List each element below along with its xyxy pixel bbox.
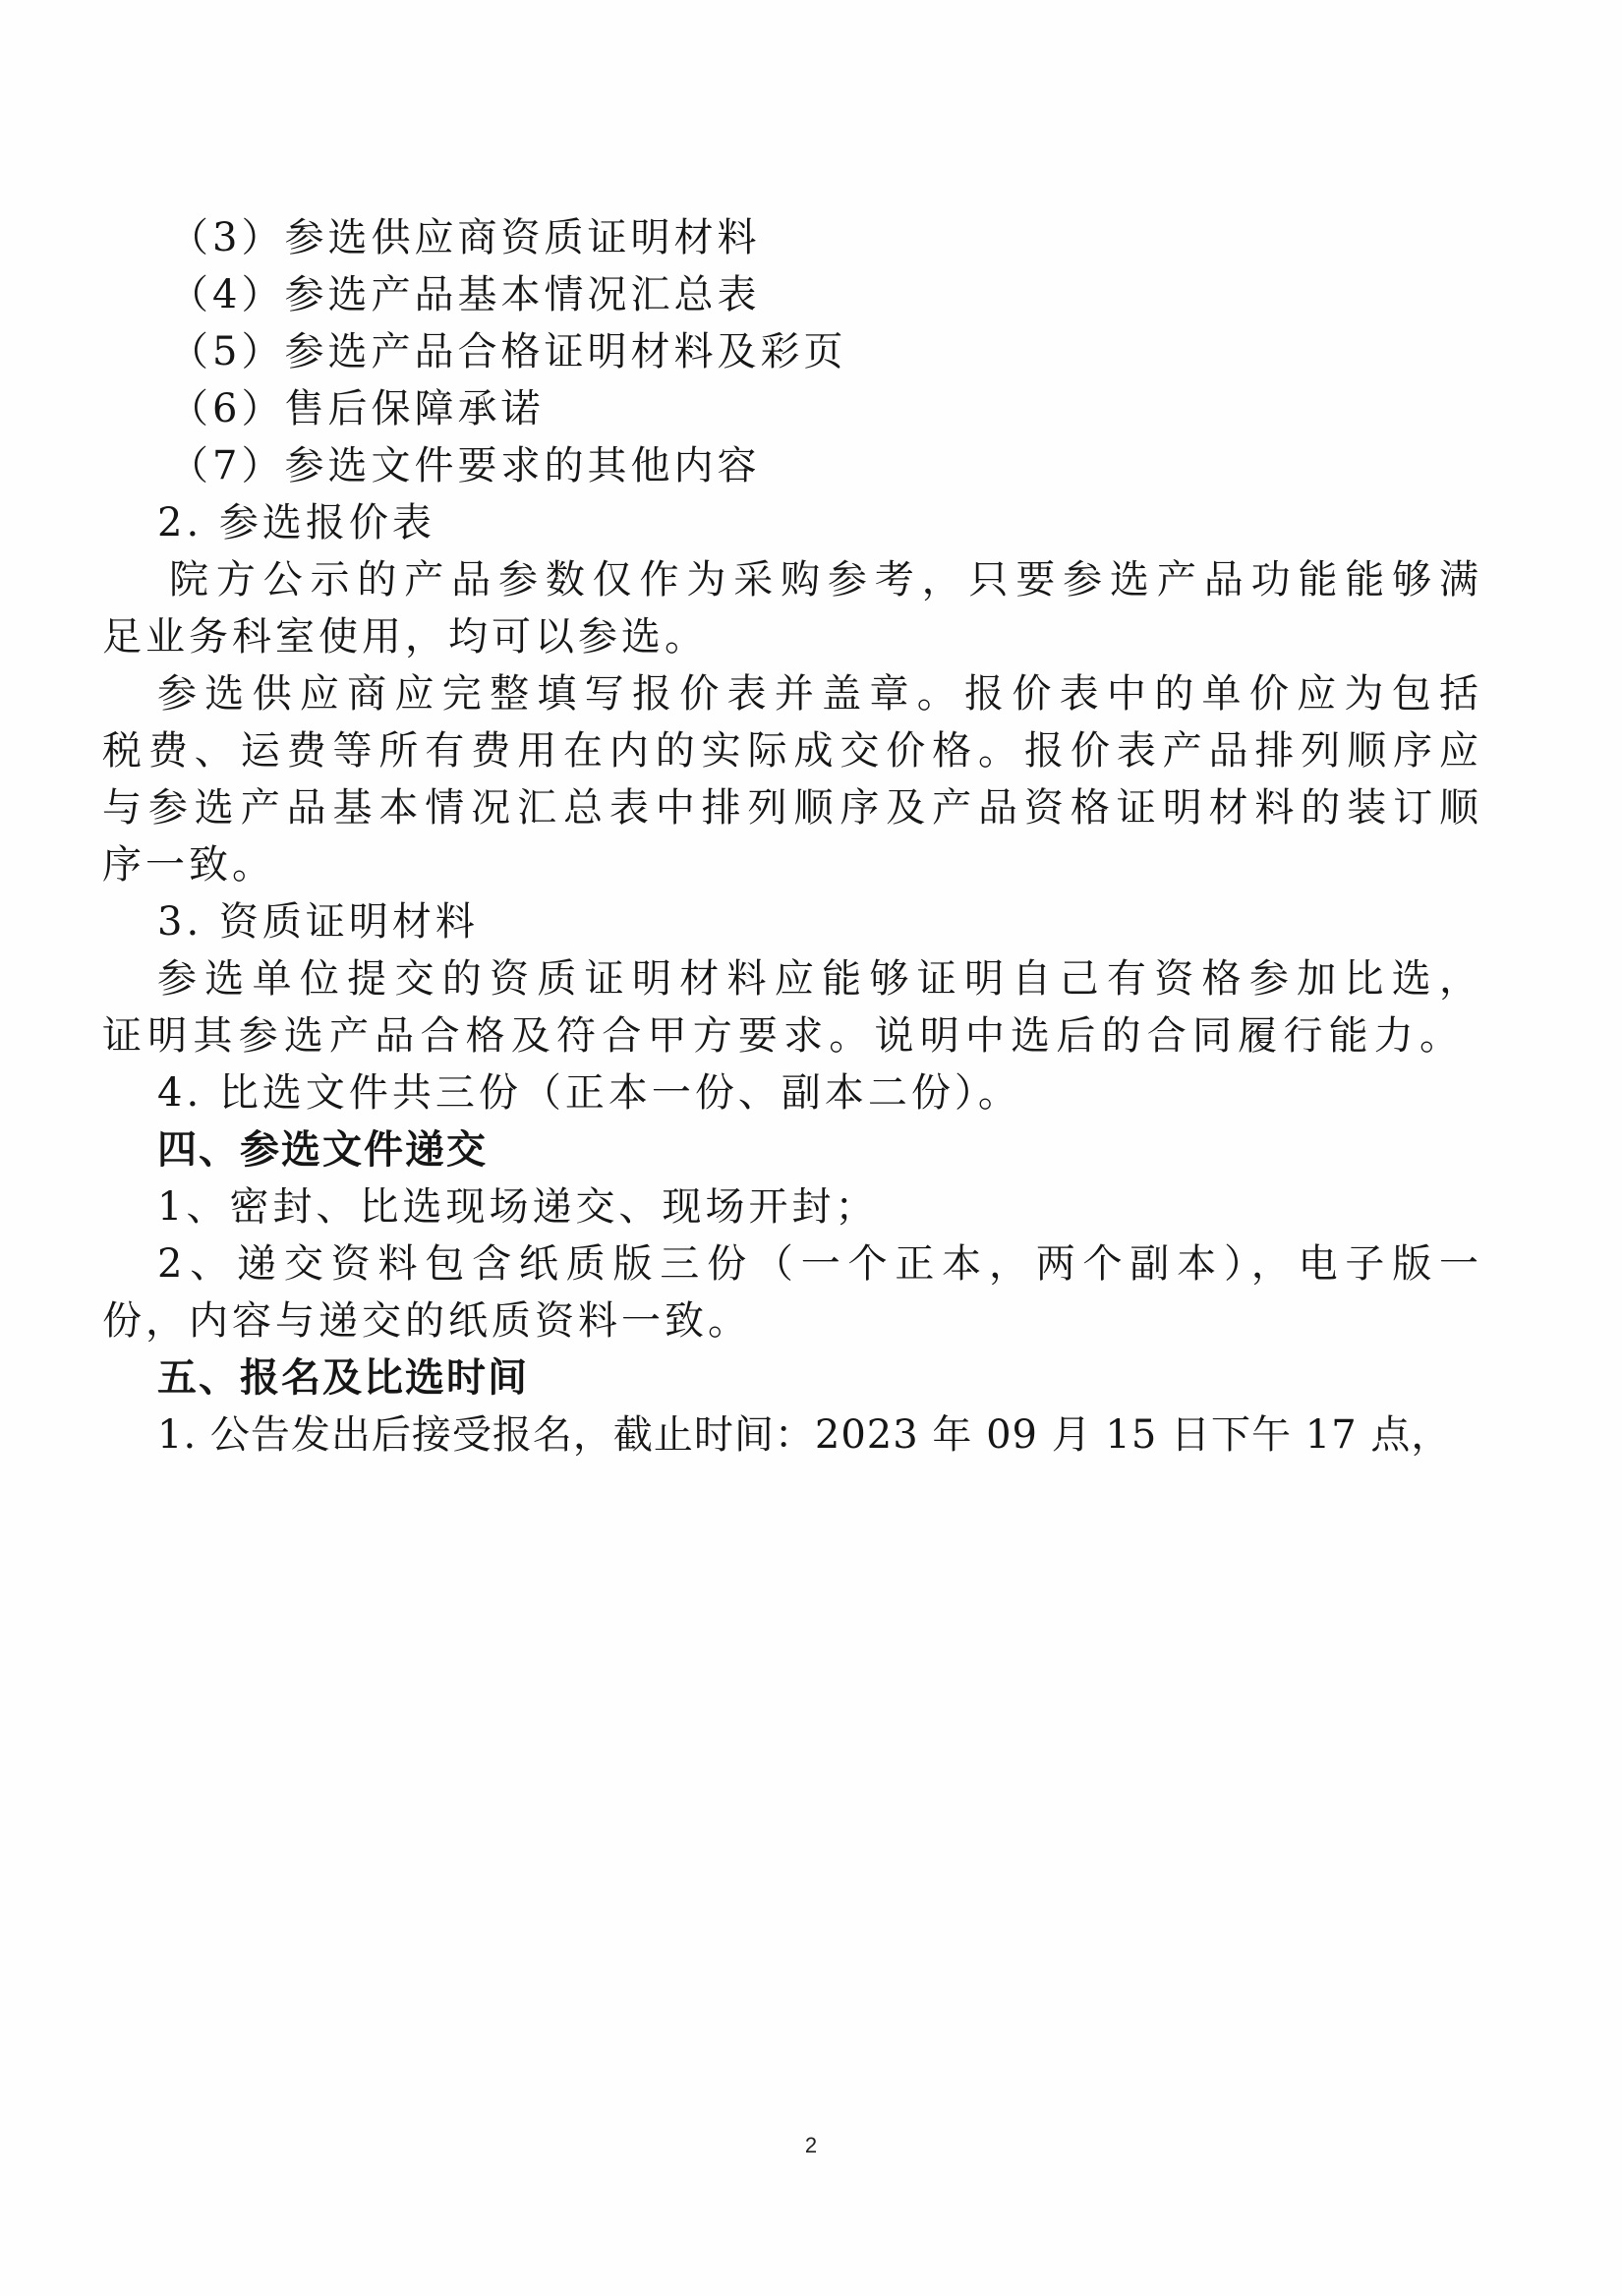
delivery-item-1: 1、密封、比选现场递交、现场开封； <box>157 1184 879 1230</box>
heading-4: 四、参选文件递交 <box>157 1127 488 1173</box>
para-1-line-1: 院方公示的产品参数仅作为采购参考，只要参选产品功能能够满 <box>169 557 1478 603</box>
list-item-3: （3）参选供应商资质证明材料 <box>169 215 761 260</box>
para-2-line-3: 与参选产品基本情况汇总表中排列顺序及产品资格证明材料的装订顺 <box>102 785 1478 831</box>
registration-item-1: 1. 公告发出后接受报名，截止时间：2023 年 09 月 15 日下午 17 点， <box>157 1412 1452 1458</box>
section-2-title: 2. 参选报价表 <box>157 500 435 545</box>
para-2-line-2: 税费、运费等所有费用在内的实际成交价格。报价表产品排列顺序应 <box>102 728 1478 774</box>
para-2-line-1: 参选供应商应完整填写报价表并盖章。报价表中的单价应为包括 <box>157 671 1478 717</box>
list-item-7: （7）参选文件要求的其他内容 <box>169 443 761 488</box>
para-3-line-1: 参选单位提交的资质证明材料应能够证明自己有资格参加比选， <box>157 956 1478 1002</box>
para-2-line-4: 序一致。 <box>102 842 275 888</box>
page-number: 2 <box>804 2133 818 2157</box>
list-item-6: （6）售后保障承诺 <box>169 386 545 431</box>
para-1-line-2: 足业务科室使用，均可以参选。 <box>102 614 708 660</box>
section-4-text: 4. 比选文件共三份（正本一份、副本二份）。 <box>157 1070 1021 1116</box>
delivery-item-2-line-2: 份，内容与递交的纸质资料一致。 <box>102 1298 751 1344</box>
para-3-line-2: 证明其参选产品合格及符合甲方要求。说明中选后的合同履行能力。 <box>102 1013 1459 1059</box>
list-item-5: （5）参选产品合格证明材料及彩页 <box>169 329 847 374</box>
heading-5: 五、报名及比选时间 <box>157 1355 529 1401</box>
delivery-item-2-line-1: 2、递交资料包含纸质版三份（一个正本，两个副本），电子版一 <box>157 1241 1478 1287</box>
section-3-title: 3. 资质证明材料 <box>157 899 479 945</box>
list-item-4: （4）参选产品基本情况汇总表 <box>169 272 761 317</box>
